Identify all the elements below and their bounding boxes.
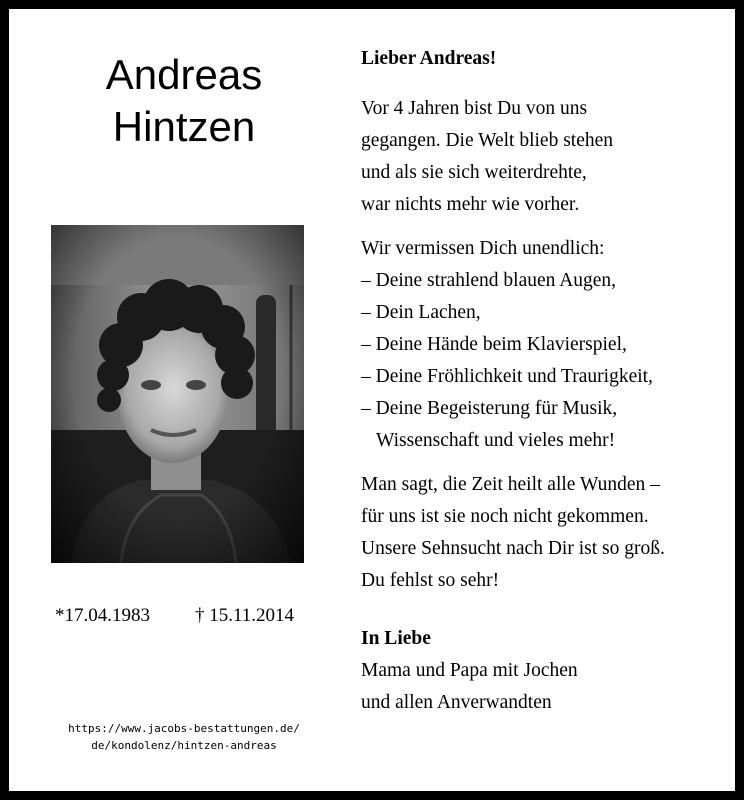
text-line: – Deine Fröhlichkeit und Traurigkeit, bbox=[361, 366, 653, 387]
first-name: Andreas bbox=[105, 51, 263, 98]
text-line: Du fehlst so sehr! bbox=[361, 570, 500, 591]
condolence-url-line-1: https://www.jacobs-bestattungen.de/ bbox=[68, 722, 300, 735]
portrait-photo bbox=[51, 225, 304, 563]
obituary-card bbox=[9, 9, 735, 791]
greeting: Lieber Andreas! bbox=[361, 48, 497, 69]
text-line: Wir vermissen Dich unendlich: bbox=[361, 238, 605, 259]
last-name: Hintzen bbox=[112, 103, 256, 150]
text-line: für uns ist sie noch nicht gekommen. bbox=[361, 506, 649, 527]
text-line: Man sagt, die Zeit heilt alle Wunden – bbox=[361, 474, 660, 495]
text-line: Wissenschaft und vieles mehr! bbox=[376, 430, 616, 451]
text-line: und als sie sich weiterdrehte, bbox=[361, 162, 587, 183]
signature-heading: In Liebe bbox=[361, 628, 431, 649]
condolence-url bbox=[49, 720, 319, 754]
signature-line: Mama und Papa mit Jochen bbox=[361, 660, 578, 681]
text-line: – Dein Lachen, bbox=[361, 302, 481, 323]
text-line: – Deine strahlend blauen Augen, bbox=[361, 270, 617, 291]
portrait-photo-icon bbox=[51, 225, 304, 563]
text-line: war nichts mehr wie vorher. bbox=[361, 194, 580, 215]
signature bbox=[361, 623, 731, 719]
text-line: – Deine Hände beim Klavierspiel, bbox=[361, 334, 627, 355]
text-line: Unsere Sehnsucht nach Dir ist so groß. bbox=[361, 538, 665, 559]
condolence-url-line-2: de/kondolenz/hintzen-andreas bbox=[91, 739, 277, 752]
paragraph-1 bbox=[361, 93, 731, 221]
death-date: † 15.11.2014 bbox=[195, 605, 295, 626]
birth-date: *17.04.1983 bbox=[55, 605, 150, 626]
paragraph-3 bbox=[361, 469, 731, 597]
text-line: gegangen. Die Welt blieb stehen bbox=[361, 130, 614, 151]
memorial-text bbox=[361, 43, 731, 719]
signature-line: und allen Anverwandten bbox=[361, 692, 552, 713]
text-line: Vor 4 Jahren bist Du von uns bbox=[361, 98, 588, 119]
paragraph-2 bbox=[361, 233, 731, 457]
deceased-name bbox=[49, 49, 319, 153]
text-line: – Deine Begeisterung für Musik, bbox=[361, 398, 618, 419]
